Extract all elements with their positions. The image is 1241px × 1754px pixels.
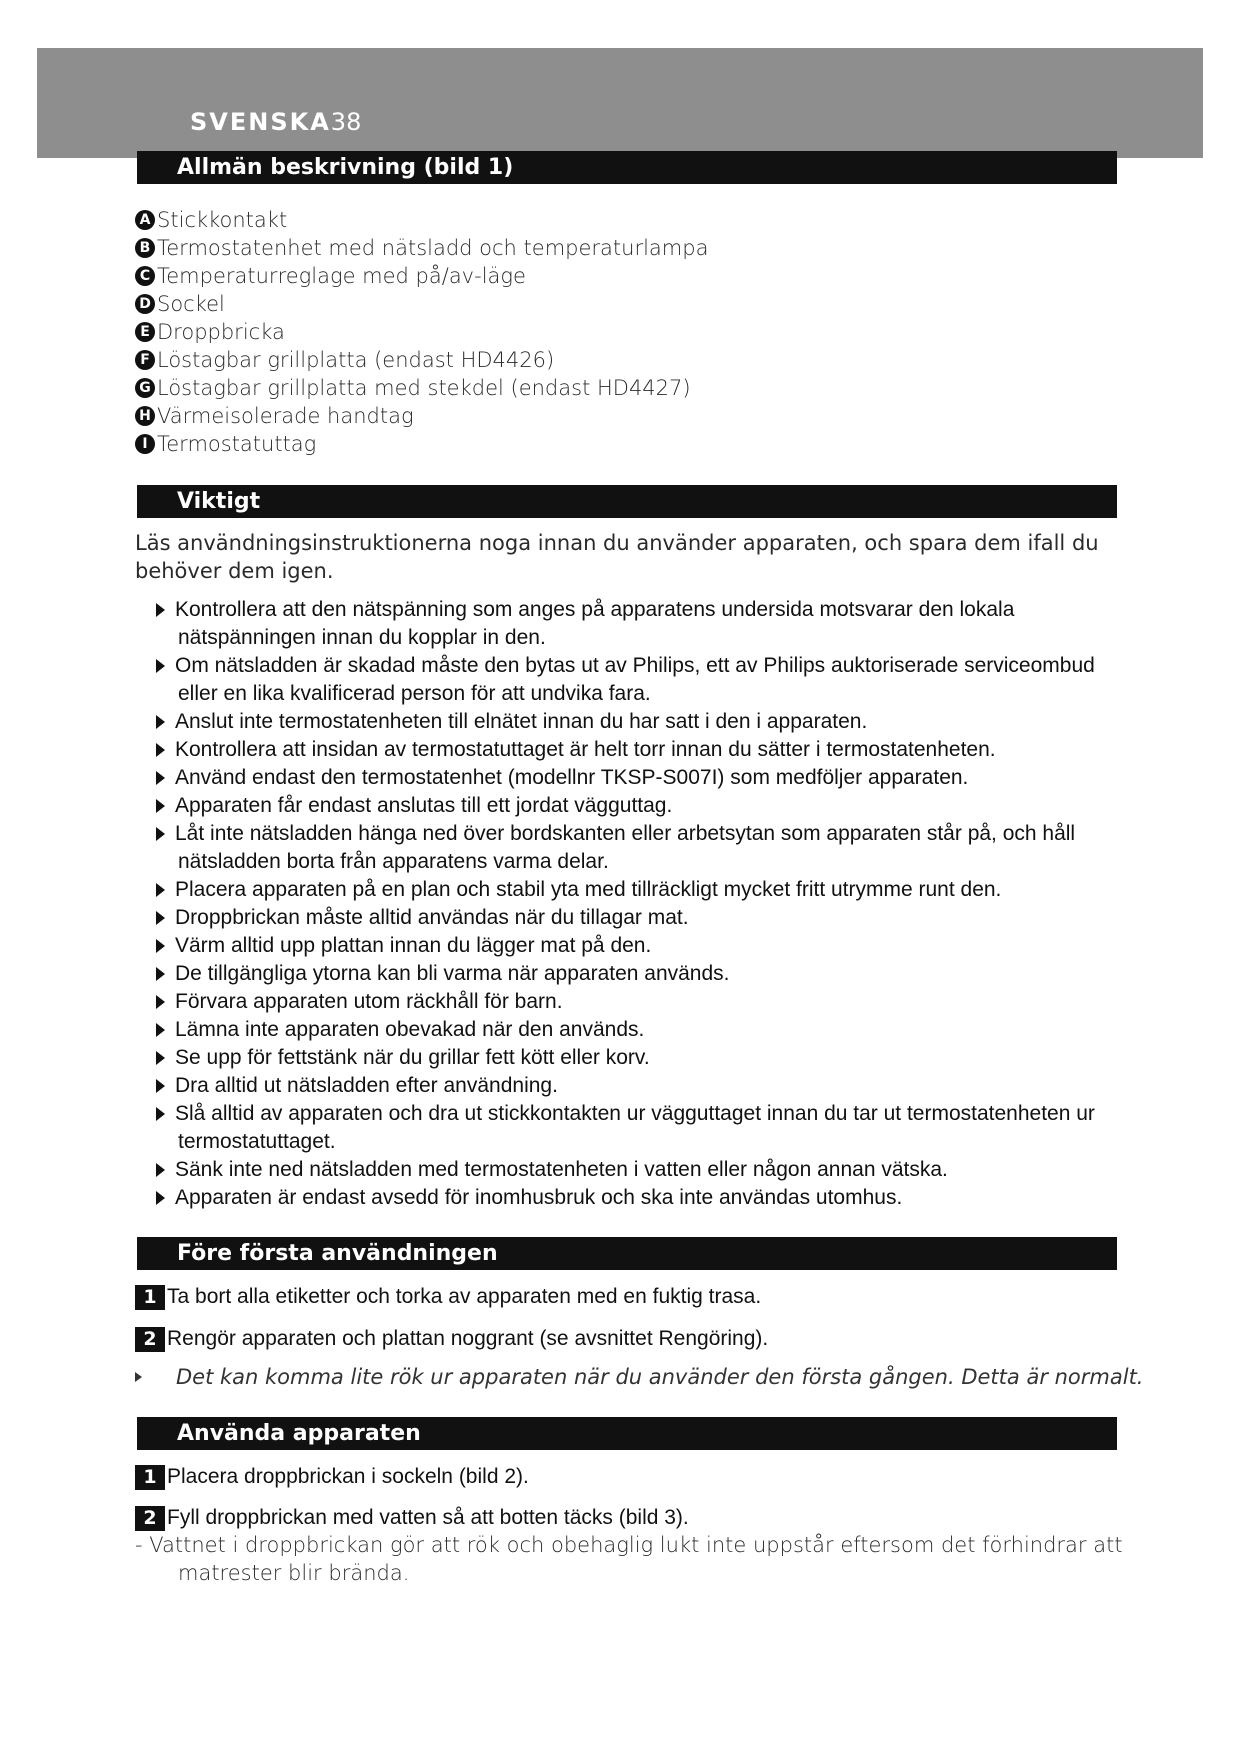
part-letter-icon: C [135, 266, 155, 286]
warning-text: Dra alltid ut nätsladden efter användning. [175, 1074, 558, 1097]
section-title-general: Allmän beskrivning (bild 1) [137, 151, 1117, 184]
warning-text: Anslut inte termostatenheten till elnätet innan du har satt i den i apparaten. [175, 710, 868, 733]
header-language: SVENSKA [190, 108, 331, 136]
step-item [135, 1504, 689, 1532]
warning-text: Kontrollera att den nätspänning som anges på apparatens undersida motsvarar den lokala nätspänningen innan du kopplar in den. [175, 598, 1015, 649]
part-letter-icon: I [135, 434, 155, 454]
list-item [135, 932, 1125, 960]
part-label: Löstagbar grillplatta med stekdel (endast HD4427) [157, 376, 691, 400]
list-item [135, 1184, 1125, 1212]
list-item [135, 960, 1125, 988]
list-item [135, 904, 1125, 932]
bullet-icon [156, 911, 165, 925]
warning-text: Låt inte nätsladden hänga ned över bordskanten eller arbetsytan som apparaten står på, och håll nätsladden borta från apparatens varma delar. [175, 822, 1076, 873]
note [135, 1363, 1144, 1391]
section-title-before-first-use: Före första användningen [137, 1237, 1117, 1270]
warning-text: Kontrollera att insidan av termostatuttaget är helt torr innan du sätter i termostatenheten. [175, 738, 996, 761]
bullet-icon [156, 827, 165, 841]
important-intro: Läs användningsinstruktionerna noga innan du använder apparaten, och spara dem ifall du behöver dem igen. [135, 531, 1099, 583]
bullet-icon [156, 771, 165, 785]
list-item [135, 290, 708, 318]
bullet-icon [156, 1051, 165, 1065]
using-note: - Vattnet i droppbrickan gör att rök och obehaglig lukt inte uppstår eftersom det förhindrar att matrester blir brända. [135, 1533, 1123, 1585]
part-label: Värmeisolerade handtag [157, 404, 414, 428]
page-header [190, 108, 361, 136]
bullet-icon [156, 799, 165, 813]
bullet-icon [156, 743, 165, 757]
part-label: Droppbricka [157, 320, 285, 344]
warning-text: De tillgängliga ytorna kan bli varma när apparaten används. [175, 962, 730, 985]
list-item [135, 652, 1125, 708]
list-item [135, 708, 1125, 736]
step-text: Ta bort alla etiketter och torka av apparaten med en fuktig trasa. [167, 1285, 762, 1308]
list-item [135, 402, 708, 430]
warning-text: Sänk inte ned nätsladden med termostatenheten i vatten eller någon annan vätska. [175, 1158, 948, 1181]
bullet-icon [156, 715, 165, 729]
step-item [135, 1325, 768, 1353]
step-item [135, 1283, 761, 1311]
part-letter-icon: F [135, 350, 155, 370]
note-text: Det kan komma lite rök ur apparaten när du använder den första gången. Detta är normalt. [176, 1365, 1144, 1389]
step-item [135, 1463, 529, 1491]
header-band [37, 48, 1203, 158]
part-label: Termostatenhet med nätsladd och temperaturlampa [157, 236, 709, 260]
part-letter-icon: A [135, 210, 155, 230]
part-label: Stickkontakt [157, 208, 288, 232]
list-item [135, 234, 708, 262]
warning-text: Om nätsladden är skadad måste den bytas ut av Philips, ett av Philips auktoriserade serviceombud eller en lika kvalificerad person för att undvika fara. [175, 654, 1095, 705]
bullet-icon [156, 1191, 165, 1205]
part-label: Termostatuttag [157, 432, 317, 456]
bullet-icon [156, 1023, 165, 1037]
list-item [135, 596, 1125, 652]
list-item [135, 1044, 1125, 1072]
warnings-list [135, 596, 1125, 1212]
section-title-using: Använda apparaten [137, 1417, 1117, 1450]
warning-text: Använd endast den termostatenhet (modellnr TKSP-S007I) som medföljer apparaten. [175, 766, 969, 789]
step-number: 1 [135, 1285, 165, 1310]
parts-list [135, 206, 708, 458]
bullet-icon [156, 1107, 165, 1121]
step-number: 2 [135, 1506, 165, 1531]
list-item [135, 374, 708, 402]
bullet-icon [156, 1079, 165, 1093]
step-text: Placera droppbrickan i sockeln (bild 2). [167, 1465, 529, 1488]
part-letter-icon: B [135, 238, 155, 258]
list-item [135, 1100, 1125, 1156]
warning-text: Lämna inte apparaten obevakad när den används. [175, 1018, 645, 1041]
list-item [135, 764, 1125, 792]
part-letter-icon: H [135, 406, 155, 426]
list-item [135, 736, 1125, 764]
warning-text: Droppbrickan måste alltid användas när du tillagar mat. [175, 906, 689, 929]
list-item [135, 876, 1125, 904]
step-text: Rengör apparaten och plattan noggrant (se avsnittet Rengöring). [167, 1327, 769, 1350]
step-number: 1 [135, 1465, 165, 1490]
part-label: Löstagbar grillplatta (endast HD4426) [157, 348, 555, 372]
part-label: Sockel [157, 292, 225, 316]
step-number: 2 [135, 1327, 165, 1352]
list-item [135, 820, 1125, 876]
list-item [135, 1072, 1125, 1100]
warning-text: Slå alltid av apparaten och dra ut stickkontakten ur vägguttaget innan du tar ut termostatenheten ur termostatuttaget. [175, 1102, 1095, 1153]
warning-text: Placera apparaten på en plan och stabil yta med tillräckligt mycket fritt utrymme runt den. [175, 878, 1002, 901]
bullet-icon [156, 883, 165, 897]
list-item [135, 206, 708, 234]
bullet-icon [156, 659, 165, 673]
warning-text: Apparaten är endast avsedd för inomhusbruk och ska inte användas utomhus. [175, 1186, 903, 1209]
warning-text: Förvara apparaten utom räckhåll för barn. [175, 990, 563, 1013]
bullet-icon [156, 967, 165, 981]
part-letter-icon: G [135, 378, 155, 398]
list-item [135, 430, 708, 458]
list-item [135, 988, 1125, 1016]
bullet-icon [156, 939, 165, 953]
warning-text: Värm alltid upp plattan innan du lägger mat på den. [175, 934, 652, 957]
list-item [135, 792, 1125, 820]
section-title-important: Viktigt [137, 485, 1117, 518]
page-number: 38 [330, 108, 362, 136]
list-item [135, 318, 708, 346]
step-text: Fyll droppbrickan med vatten så att botten täcks (bild 3). [167, 1506, 689, 1529]
list-item [135, 262, 708, 290]
warning-text: Se upp för fettstänk när du grillar fett kött eller korv. [175, 1046, 650, 1069]
list-item [135, 1156, 1125, 1184]
warning-text: Apparaten får endast anslutas till ett jordat vägguttag. [175, 794, 673, 817]
bullet-icon [156, 603, 165, 617]
part-label: Temperaturreglage med på/av-läge [157, 264, 526, 288]
part-letter-icon: E [135, 322, 155, 342]
bullet-icon [156, 1163, 165, 1177]
list-item [135, 346, 708, 374]
list-item [135, 1016, 1125, 1044]
bullet-icon [156, 995, 165, 1009]
part-letter-icon: D [135, 294, 155, 314]
note-arrow-icon [135, 1372, 142, 1382]
